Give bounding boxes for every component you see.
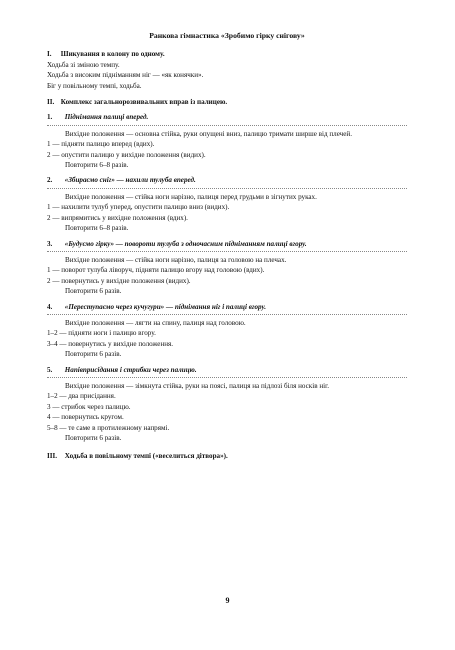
exercise-1-title: Піднімання палиці вперед.	[64, 113, 149, 122]
section-1-line: Ходьба зі зміною темпу.	[47, 60, 120, 69]
section-1-heading	[47, 49, 407, 59]
exercise-1-step: 1 — підняти палицю вперед (вдих).	[47, 140, 155, 149]
exercise-5-step: 4 — повернутись кругом.	[47, 413, 124, 422]
exercise-4-start: Вихідне положення — лягти на спину, палиця над головою.	[65, 318, 246, 327]
section-1-number: I.	[47, 50, 52, 59]
exercise-2-title: «Збираємо сніг» — нахили тулуба вперед.	[64, 176, 196, 185]
exercise-4-heading	[47, 302, 407, 315]
section-1-line: Ходьба з високим підніманням ніг — «як конячки».	[47, 71, 204, 80]
exercise-3-step: 2 — повернутись у вихідне положення (видих).	[47, 276, 191, 285]
exercise-2-start: Вихідне положення — стійка ноги нарізно, палиця перед грудьми в зігнутих руках.	[65, 192, 317, 201]
exercise-4-title: «Переступаємо через кучугури» — піднімання ніг і палиці вгору.	[64, 302, 266, 311]
exercise-3-step: 1 — поворот тулуба ліворуч, підняти палицю вгору над головою (вдих).	[47, 266, 265, 275]
exercise-2-step: 1 — нахилити тулуб уперед, опустити палицю вниз (видих).	[47, 203, 230, 212]
section-3-heading	[47, 451, 407, 461]
exercise-5-step: 1–2 — два присідання.	[47, 392, 116, 401]
exercise-4-step: 1–2 — підняти ноги і палицю вгору.	[47, 329, 156, 338]
section-2-heading	[47, 97, 407, 107]
section-1-line: Біг у повільному темпі, ходьба.	[47, 81, 142, 90]
exercise-5-heading	[47, 365, 407, 378]
exercise-3-start: Вихідне положення — стійка ноги нарізно, палиця за головою на плечах.	[65, 255, 287, 264]
exercise-2-heading	[47, 175, 407, 188]
exercise-4-repeat: Повторити 6 разів.	[65, 350, 122, 359]
exercise-5-start: Вихідне положення — зімкнута стійка, руки на поясі, палиця на підлозі біля носків ніг.	[65, 381, 329, 390]
exercise-2-step: 2 — випрямитись у вихідне положення (вдих).	[47, 213, 188, 222]
exercise-1-number: 1.	[47, 113, 53, 122]
exercise-1-step: 2 — опустити палицю у вихідне положення (видих).	[47, 150, 206, 159]
exercise-3-number: 3.	[47, 239, 53, 248]
exercise-5-repeat: Повторити 6 разів.	[65, 434, 122, 442]
section-3-title: Ходьба в повільному темпі («веселиться дітвора»).	[64, 452, 228, 461]
exercise-5-title: Напівприсідання і стрибки через палицю.	[64, 365, 197, 374]
page-number: 9	[225, 596, 230, 605]
exercise-2-repeat: Повторити 6–8 разів.	[65, 224, 129, 233]
section-2-number: II.	[47, 98, 55, 107]
exercise-3-repeat: Повторити 6 разів.	[65, 287, 122, 296]
exercise-5-number: 5.	[47, 365, 53, 374]
page-title: Ранкова гімнастика «Зробимо гірку снігову»	[149, 31, 305, 40]
exercise-4-number: 4.	[47, 302, 53, 311]
exercise-1-heading	[47, 112, 407, 125]
exercise-5-step: 3 — стрибок через палицю.	[47, 402, 131, 411]
section-3-number: III.	[47, 452, 58, 461]
exercise-1-start: Вихідне положення — основна стійка, руки опущені вниз, палицю тримати ширше від плечей.	[65, 129, 352, 138]
section-1-title: Шикування в колону по одному.	[60, 50, 165, 59]
exercise-5-step: 5–8 — те саме в протилежному напрямі.	[47, 423, 170, 432]
exercise-4-step: 3–4 — повернутись у вихідне положення.	[47, 339, 174, 348]
exercise-2-number: 2.	[47, 176, 53, 185]
exercise-3-heading	[47, 239, 407, 252]
exercise-1-repeat: Повторити 6–8 разів.	[65, 161, 129, 170]
exercise-3-title: «Будуємо гірку» — повороти тулуба з одночасним підніманням палиці вгору.	[64, 239, 307, 248]
section-2-title: Комплекс загальнорозвивальних вправ із палицею.	[60, 98, 228, 107]
